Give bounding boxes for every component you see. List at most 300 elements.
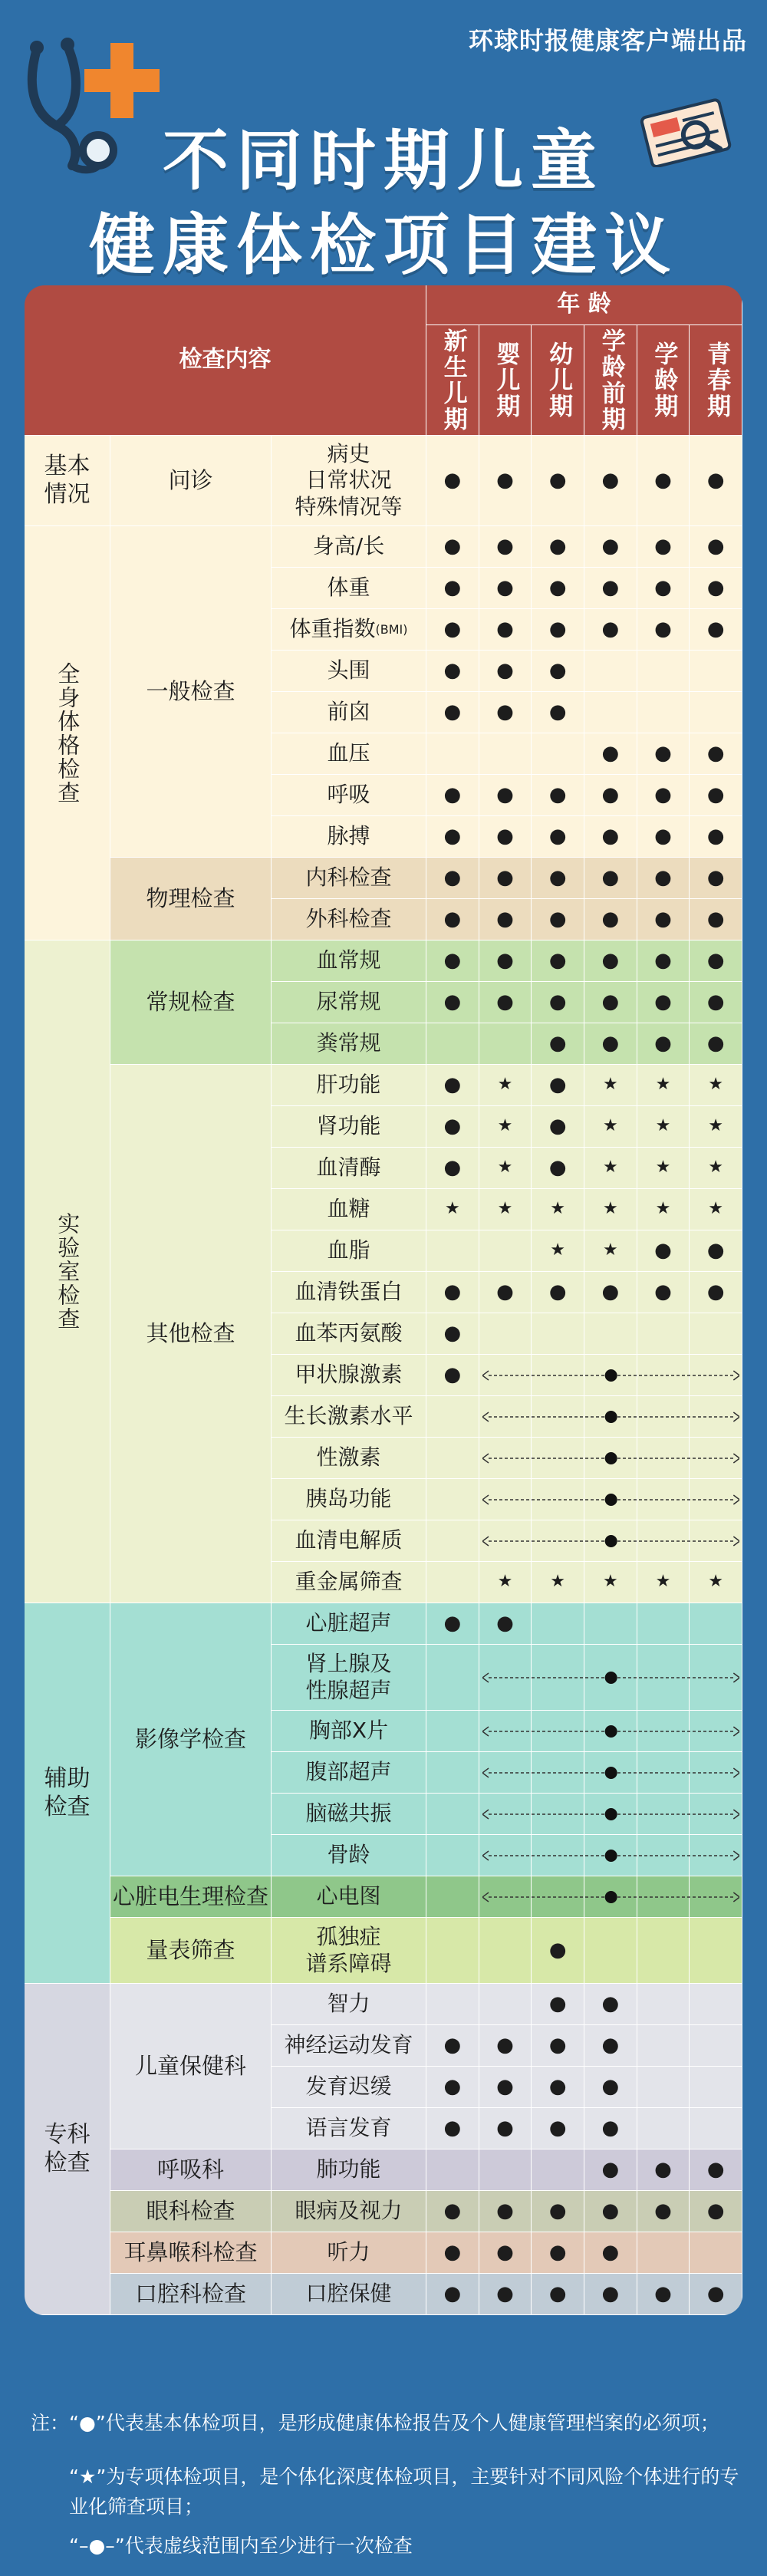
mark-cell (584, 568, 637, 609)
range-mark (482, 1765, 739, 1780)
checkup-table (25, 285, 742, 2315)
mark-cell (690, 1272, 742, 1313)
mark-cell (426, 1065, 479, 1106)
range-mark (482, 1848, 739, 1863)
mark-cell (637, 2067, 690, 2108)
group-label (25, 1984, 110, 2315)
dot-mark: ● (654, 2199, 672, 2222)
mark-cell (426, 1603, 479, 1645)
item-label-text: 胸部X片 (308, 1718, 389, 1744)
star-mark: ★ (708, 1572, 724, 1592)
subgroup-label (110, 2191, 272, 2232)
dot-mark: ● (601, 617, 620, 641)
dot-mark: ● (496, 575, 514, 599)
mark-cell (532, 1603, 584, 1645)
dot-mark: ● (601, 990, 620, 1013)
mark-cell (532, 651, 584, 692)
mark-cell (584, 1148, 637, 1189)
subgroup-label (110, 2149, 272, 2191)
range-right-arrow (733, 1495, 739, 1504)
subgroup-label-text: 影像学检查 (134, 1725, 246, 1752)
mark-cell (532, 1984, 584, 2025)
range-right-arrow (733, 1454, 739, 1463)
mark-cell (479, 2067, 532, 2108)
item-label-text: 骨龄 (327, 1842, 370, 1868)
dot-mark: ● (496, 658, 514, 682)
dot-mark: ● (601, 948, 620, 972)
dot-mark: ● (443, 990, 462, 1013)
item-label (272, 1984, 426, 2025)
mark-cell (479, 775, 532, 816)
mark-cell (532, 568, 584, 609)
item-label-text: 肾功能 (316, 1113, 381, 1139)
mark-cell (584, 1313, 637, 1355)
dot-mark: ● (601, 1280, 620, 1303)
dot-mark: ● (706, 741, 725, 765)
mark-cell (637, 1065, 690, 1106)
star-mark: ★ (497, 1572, 513, 1592)
dot-mark: ● (496, 534, 514, 558)
dot-mark: ● (601, 575, 620, 599)
item-label (272, 1065, 426, 1106)
dot-mark: ● (496, 948, 514, 972)
mark-cell (479, 2232, 532, 2274)
mark-cell (532, 1272, 584, 1313)
mark-cell (690, 1189, 742, 1230)
mark-cell (637, 2191, 690, 2232)
star-mark: ★ (708, 1075, 724, 1095)
mark-cell (426, 1313, 479, 1355)
subgroup-label (110, 940, 272, 1065)
group-label (25, 526, 110, 940)
dot-mark: ● (548, 907, 567, 931)
dot-mark: ● (601, 741, 620, 765)
mark-cell (690, 2232, 742, 2274)
mark-cell (584, 436, 637, 526)
mark-cell (584, 1189, 637, 1230)
item-label-text: 口腔保健 (305, 2281, 392, 2307)
range-left-arrow (482, 1454, 489, 1463)
item-label (272, 1148, 426, 1189)
dot-mark: ● (443, 782, 462, 806)
dot-mark: ● (706, 1280, 725, 1303)
mark-cell (690, 982, 742, 1023)
range-center-dot (604, 1452, 617, 1464)
dot-mark: ● (706, 782, 725, 806)
item-label (272, 651, 426, 692)
range-center-dot (604, 1535, 617, 1547)
mark-cell (426, 1984, 479, 2025)
mark-cell (479, 2149, 532, 2191)
mark-cell (690, 2067, 742, 2108)
dot-mark: ● (496, 865, 514, 889)
mark-cell (426, 609, 479, 651)
item-label (272, 1520, 426, 1562)
subgroup-label-text: 一般检查 (146, 677, 235, 704)
dot-mark: ● (496, 2199, 514, 2222)
item-label-text: 血脂 (327, 1237, 370, 1263)
star-mark: ★ (497, 1116, 513, 1136)
dot-mark: ● (601, 824, 620, 848)
star-mark: ★ (602, 1116, 618, 1136)
range-center-dot (604, 1411, 617, 1423)
mark-cell (479, 526, 532, 568)
mark-cell (479, 1562, 532, 1603)
dot-mark: ● (548, 1280, 567, 1303)
mark-cell (690, 2108, 742, 2149)
mark-cell (532, 2274, 584, 2315)
dot-mark: ● (443, 824, 462, 848)
mark-cell (426, 568, 479, 609)
star-mark: ★ (602, 1240, 618, 1260)
dot-mark: ● (548, 575, 567, 599)
item-label (272, 1835, 426, 1876)
dot-mark: ● (443, 2281, 462, 2305)
dot-mark: ● (601, 1031, 620, 1055)
item-label-text: 甲状腺激素 (295, 1362, 403, 1388)
mark-cell (426, 1148, 479, 1189)
item-label (272, 1876, 426, 1918)
item-label (272, 1603, 426, 1645)
mark-cell (690, 899, 742, 940)
dot-mark: ● (548, 617, 567, 641)
dot-mark: ● (443, 2199, 462, 2222)
item-label-text: 血清铁蛋白 (295, 1279, 403, 1305)
mark-cell (479, 436, 532, 526)
dot-mark: ● (443, 1114, 462, 1138)
header-content (25, 285, 426, 436)
dot-mark: ● (443, 865, 462, 889)
item-label (272, 1230, 426, 1272)
subgroup-label-text: 耳鼻喉科检查 (123, 2238, 258, 2265)
mark-cell (637, 436, 690, 526)
dot-mark: ● (548, 2199, 567, 2222)
dot-mark: ● (496, 2074, 514, 2098)
range-center-dot (604, 1369, 617, 1382)
mark-cell (479, 982, 532, 1023)
item-label (272, 609, 426, 651)
mark-cell (584, 1918, 637, 1984)
mark-cell (637, 982, 690, 1023)
dot-mark: ● (443, 2033, 462, 2057)
dot-mark: ● (654, 907, 672, 931)
subgroup-label (110, 858, 272, 940)
mark-cell (532, 2025, 584, 2067)
mark-cell (532, 899, 584, 940)
subgroup-label-text: 呼吸科 (156, 2156, 224, 2182)
mark-cell (479, 1023, 532, 1065)
item-label (272, 1313, 426, 1355)
publisher-label: 环球时报健康客户端出品 (468, 26, 747, 55)
star-mark: ★ (655, 1572, 671, 1592)
dot-mark: ● (654, 824, 672, 848)
subgroup-label-text: 口腔科检查 (134, 2280, 246, 2307)
subgroup-label-text: 问诊 (168, 466, 213, 493)
mark-cell (637, 568, 690, 609)
mark-cell (690, 940, 742, 982)
range-center-dot (604, 1725, 617, 1738)
age-column-1 (479, 325, 532, 436)
range-center-dot (604, 1767, 617, 1779)
mark-cell (637, 1189, 690, 1230)
mark-cell (532, 858, 584, 899)
mark-cell (690, 1023, 742, 1065)
item-label-text: 重金属筛查 (295, 1569, 403, 1595)
page-title-line-2: 健康体检项目建议 (89, 207, 678, 284)
mark-cell (690, 526, 742, 568)
age-column-4 (637, 325, 690, 436)
mark-cell (690, 2191, 742, 2232)
mark-cell (637, 899, 690, 940)
range-left-arrow (482, 1537, 489, 1546)
item-label-text: 生长激素水平 (284, 1403, 413, 1429)
mark-cell (637, 1272, 690, 1313)
subgroup-label (110, 1876, 272, 1918)
mark-cell (637, 775, 690, 816)
item-label-text: 血常规 (316, 947, 381, 973)
mark-cell (426, 2149, 479, 2191)
dot-mark: ● (443, 617, 462, 641)
mark-cell (690, 436, 742, 526)
mark-cell (426, 1396, 479, 1438)
item-label-text: 粪常规 (316, 1030, 381, 1056)
dot-mark: ● (601, 2199, 620, 2222)
dot-mark: ● (654, 948, 672, 972)
subgroup-label (110, 1065, 272, 1603)
item-label-text: 脑磁共振 (305, 1800, 392, 1827)
mark-cell (690, 1148, 742, 1189)
dot-mark: ● (601, 2074, 620, 2098)
item-label (272, 1023, 426, 1065)
mark-cell (479, 651, 532, 692)
item-label-text: 身高/长 (312, 533, 385, 559)
mark-cell (532, 2067, 584, 2108)
mark-cell (690, 692, 742, 733)
dot-mark: ● (496, 468, 514, 492)
mark-cell (637, 2108, 690, 2149)
mark-cell (426, 1230, 479, 1272)
dot-mark: ● (548, 865, 567, 889)
dot-mark: ● (496, 2240, 514, 2264)
range-mark (482, 1492, 739, 1507)
mark-cell (532, 1065, 584, 1106)
range-right-arrow (733, 1768, 739, 1777)
item-label-text: 心电图 (316, 1883, 381, 1909)
mark-cell (479, 609, 532, 651)
item-label-text: 体重指数 (289, 616, 376, 642)
dot-mark: ● (706, 575, 725, 599)
item-label-text: 体重 (327, 575, 370, 601)
dot-mark: ● (443, 907, 462, 931)
item-label (272, 2232, 426, 2274)
mark-cell (426, 733, 479, 775)
mark-cell (584, 1023, 637, 1065)
star-mark: ★ (550, 1240, 566, 1260)
dot-mark: ● (706, 2199, 725, 2222)
subgroup-label (110, 2232, 272, 2274)
dot-mark: ● (548, 1938, 567, 1962)
item-label (272, 1918, 426, 1984)
mark-cell (532, 1023, 584, 1065)
mark-cell (426, 1272, 479, 1313)
item-label (272, 2149, 426, 2191)
subgroup-label (110, 526, 272, 858)
mark-cell (690, 651, 742, 692)
item-label (272, 1711, 426, 1752)
item-label-text: 血清电解质 (295, 1527, 403, 1553)
subgroup-label-text: 儿童保健科 (134, 2052, 246, 2079)
dot-mark: ● (548, 1155, 567, 1179)
dot-mark: ● (443, 1280, 462, 1303)
item-label-text: 孤独症 谱系障碍 (305, 1924, 392, 1976)
mark-cell (584, 2149, 637, 2191)
dot-mark: ● (654, 782, 672, 806)
mark-cell (532, 816, 584, 858)
dot-mark: ● (443, 1155, 462, 1179)
mark-cell (690, 775, 742, 816)
mark-cell (690, 1313, 742, 1355)
dot-mark: ● (443, 1362, 462, 1386)
dot-mark: ● (706, 948, 725, 972)
mark-cell (584, 1230, 637, 1272)
mark-cell (479, 1189, 532, 1230)
range-right-arrow (733, 1727, 739, 1736)
mark-cell (426, 1876, 479, 1918)
range-mark (482, 1409, 739, 1425)
dot-mark: ● (496, 907, 514, 931)
subgroup-label-text: 物理检查 (146, 884, 235, 911)
mark-cell (532, 1189, 584, 1230)
mark-cell (426, 651, 479, 692)
dot-mark: ● (601, 534, 620, 558)
mark-cell (532, 775, 584, 816)
age-column-label: 幼儿期 (545, 341, 573, 420)
mark-cell (479, 899, 532, 940)
star-mark: ★ (708, 1158, 724, 1178)
range-left-arrow (482, 1371, 489, 1380)
star-mark: ★ (602, 1158, 618, 1178)
item-label (272, 2025, 426, 2067)
item-label (272, 436, 426, 526)
item-label-text: 呼吸 (327, 782, 370, 808)
star-mark: ★ (550, 1572, 566, 1592)
mark-cell (426, 982, 479, 1023)
mark-cell (584, 733, 637, 775)
mark-cell (426, 816, 479, 858)
mark-cell (584, 858, 637, 899)
range-left-arrow (482, 1851, 489, 1860)
item-label-text: 肺功能 (316, 2156, 381, 2182)
mark-cell (637, 1230, 690, 1272)
dot-mark: ● (548, 534, 567, 558)
item-label-text: 前囟 (327, 699, 370, 725)
mark-cell (584, 1272, 637, 1313)
dot-mark: ● (601, 865, 620, 889)
item-label-text: 头围 (327, 657, 370, 684)
subgroup-label (110, 1984, 272, 2149)
item-label-text: 脉搏 (327, 823, 370, 849)
dot-mark: ● (601, 907, 620, 931)
dot-mark: ● (496, 1611, 514, 1635)
mark-cell (532, 733, 584, 775)
item-label (272, 940, 426, 982)
mark-cell (532, 1230, 584, 1272)
dot-mark: ● (496, 1280, 514, 1303)
mark-cell (584, 899, 637, 940)
mark-cell (479, 1272, 532, 1313)
mark-cell (426, 2232, 479, 2274)
dot-mark: ● (654, 2281, 672, 2305)
dot-mark: ● (654, 617, 672, 641)
dot-mark: ● (548, 2281, 567, 2305)
mark-cell (479, 1065, 532, 1106)
header-content-text: 检查内容 (179, 346, 272, 374)
range-mark (482, 1807, 739, 1822)
dot-mark: ● (654, 741, 672, 765)
dot-mark: ● (601, 2240, 620, 2264)
item-label (272, 1272, 426, 1313)
mark-cell (532, 2232, 584, 2274)
mark-cell (532, 1918, 584, 1984)
dot-mark: ● (548, 948, 567, 972)
item-label-text: 病史 日常状况 特殊情况等 (295, 441, 403, 519)
item-label-text: 尿常规 (316, 989, 381, 1015)
mark-cell (637, 2149, 690, 2191)
range-right-arrow (733, 1673, 739, 1682)
mark-cell (479, 1918, 532, 1984)
group-label-text: 基本情况 (44, 452, 91, 508)
mark-cell (584, 526, 637, 568)
item-label-text: 眼病及视力 (295, 2198, 403, 2224)
mark-cell (637, 1106, 690, 1148)
item-label (272, 1562, 426, 1603)
range-right-arrow (733, 1851, 739, 1860)
mark-cell (426, 692, 479, 733)
dot-mark: ● (654, 1280, 672, 1303)
mark-cell (584, 2108, 637, 2149)
dot-mark: ● (548, 824, 567, 848)
dot-mark: ● (548, 1031, 567, 1055)
mark-cell (426, 2067, 479, 2108)
item-label-text: 智力 (327, 1991, 370, 2017)
mark-cell (584, 651, 637, 692)
dot-mark: ● (706, 1238, 725, 1262)
age-column-3 (584, 325, 637, 436)
mark-cell (426, 1520, 479, 1562)
mark-cell (637, 1313, 690, 1355)
range-left-arrow (482, 1768, 489, 1777)
mark-cell (584, 816, 637, 858)
star-mark: ★ (602, 1572, 618, 1592)
header-age-text: 年 龄 (557, 291, 611, 318)
dot-mark: ● (496, 824, 514, 848)
item-label (272, 1438, 426, 1479)
star-mark: ★ (708, 1199, 724, 1219)
mark-cell (584, 940, 637, 982)
mark-cell (479, 816, 532, 858)
range-mark (482, 1533, 739, 1549)
dot-mark: ● (706, 907, 725, 931)
range-mark (482, 1451, 739, 1466)
mark-cell (690, 1230, 742, 1272)
range-mark (482, 1889, 739, 1905)
mark-cell (532, 436, 584, 526)
age-column-2 (532, 325, 584, 436)
dot-mark: ● (706, 1031, 725, 1055)
mark-cell (426, 1479, 479, 1520)
mark-cell (426, 1752, 479, 1794)
mark-cell (426, 2274, 479, 2315)
